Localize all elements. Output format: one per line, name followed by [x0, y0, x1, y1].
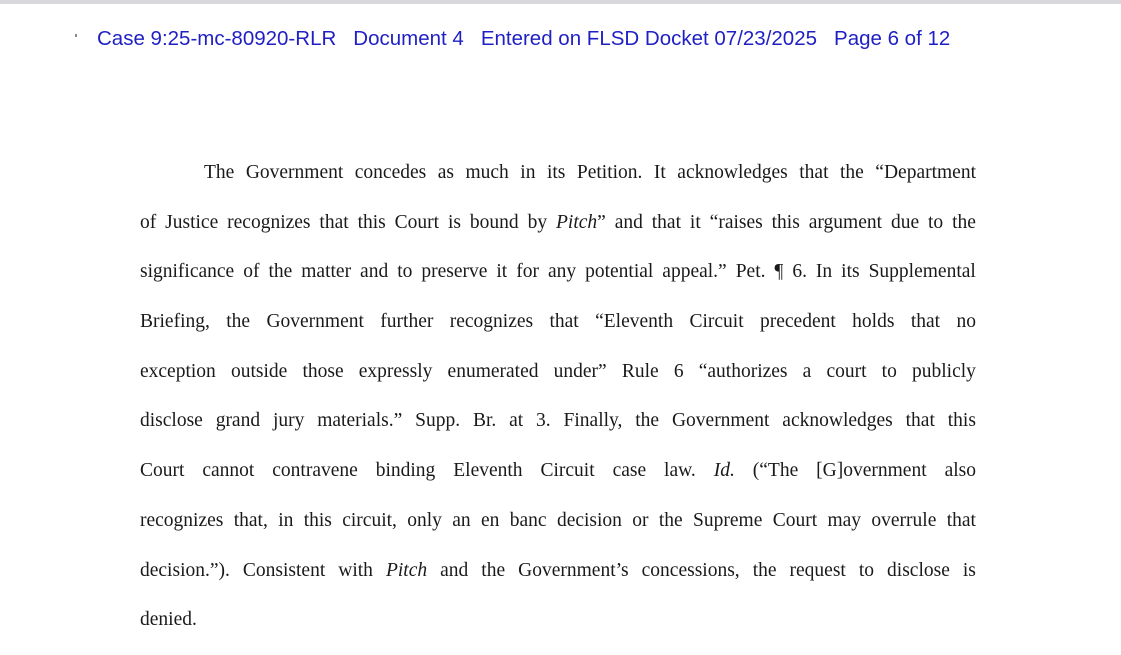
- word: that: [651, 211, 682, 233]
- word: Government: [266, 311, 364, 333]
- word: denied.: [140, 609, 197, 631]
- word: Justice: [165, 211, 219, 233]
- word: much: [465, 162, 509, 183]
- word: “authorizes: [698, 360, 788, 382]
- word: Pet.: [735, 261, 766, 283]
- word: cannot: [202, 460, 255, 482]
- word: The: [204, 162, 235, 183]
- word: 6.: [792, 261, 807, 283]
- word: holds: [852, 311, 895, 333]
- word: banc: [509, 509, 547, 531]
- word: due: [890, 211, 920, 233]
- entered-date: Entered on FLSD Docket 07/23/2025: [480, 27, 818, 50]
- word: law.: [664, 460, 696, 482]
- word: decision: [556, 509, 622, 531]
- word: court: [826, 360, 867, 382]
- word: 6: [673, 360, 684, 382]
- word: in: [278, 509, 294, 531]
- word: the: [839, 162, 864, 183]
- word: “Department: [875, 162, 976, 183]
- word: request: [789, 559, 846, 581]
- word: that: [799, 162, 829, 183]
- word: In: [815, 261, 833, 283]
- word: significance: [140, 261, 235, 283]
- word: case: [612, 460, 647, 482]
- word: further: [380, 311, 434, 333]
- word: overrule: [871, 509, 937, 531]
- word: may: [827, 509, 862, 531]
- word: and: [614, 211, 643, 233]
- stray-mark: [75, 34, 77, 37]
- word: with: [338, 559, 373, 581]
- word: acknowledges: [677, 162, 788, 183]
- word: Circuit: [540, 460, 595, 482]
- page-top-edge: [0, 0, 1121, 4]
- word: that,: [233, 509, 268, 531]
- word: concessions,: [641, 559, 740, 581]
- word: it: [689, 211, 701, 233]
- word: or: [632, 509, 649, 531]
- word: en: [481, 509, 500, 531]
- word: recognizes: [449, 311, 534, 333]
- word: as: [437, 162, 454, 183]
- word: disclose: [887, 559, 950, 581]
- word: precedent: [760, 311, 836, 333]
- word: to: [858, 559, 875, 581]
- word: that: [549, 311, 579, 333]
- word: disclose: [140, 410, 203, 432]
- word: jury: [272, 410, 305, 432]
- word: at: [509, 410, 524, 432]
- word: that: [910, 311, 941, 333]
- text-line: [140, 605, 976, 655]
- word: to: [928, 211, 944, 233]
- word: 3.: [536, 410, 551, 432]
- word: Briefing,: [140, 311, 210, 333]
- body-paragraph: [140, 158, 976, 655]
- word: publicly: [911, 360, 976, 382]
- word: ¶: [774, 261, 784, 283]
- case-number: Case 9:25-mc-80920-RLR: [97, 27, 337, 50]
- word: Government’s: [518, 559, 629, 581]
- word: this: [303, 509, 332, 531]
- word: enumerated: [447, 360, 539, 382]
- word: outside: [230, 360, 288, 382]
- text-line: [140, 406, 976, 456]
- word: “raises: [709, 211, 763, 233]
- word: Government: [245, 162, 344, 183]
- text-line: [140, 456, 976, 506]
- word: this: [771, 211, 800, 233]
- word: Circuit: [689, 311, 744, 333]
- word: Id.: [713, 460, 735, 482]
- text-line: [140, 506, 976, 556]
- word: Court: [394, 211, 440, 233]
- word: expressly: [358, 360, 433, 382]
- docket-header: [97, 26, 950, 52]
- word: exception: [140, 360, 216, 382]
- page-number: Page 6 of 12: [834, 27, 951, 50]
- word: appeal.”: [662, 261, 727, 283]
- word: grand: [215, 410, 261, 432]
- word: is: [962, 559, 976, 581]
- word: Court: [772, 509, 818, 531]
- word: Supreme: [693, 509, 763, 531]
- word: a: [802, 360, 812, 382]
- word: is: [448, 211, 462, 233]
- text-line: [140, 357, 976, 407]
- word: and: [360, 261, 389, 283]
- word: [G]overnment: [816, 460, 927, 482]
- word: under”: [553, 360, 607, 382]
- word: the: [268, 261, 293, 283]
- word: its: [546, 162, 566, 183]
- word: its: [841, 261, 860, 283]
- word: Rule: [621, 360, 659, 382]
- word: contravene: [272, 460, 358, 482]
- word: argument: [808, 211, 883, 233]
- word: Br.: [472, 410, 497, 432]
- word: no: [956, 311, 976, 333]
- word: this: [357, 211, 386, 233]
- word: Court: [140, 460, 185, 482]
- word: only: [407, 509, 442, 531]
- text-line: [140, 307, 976, 357]
- word: this: [947, 410, 976, 432]
- word: Supp.: [415, 410, 461, 432]
- word: also: [944, 460, 976, 482]
- word: of: [243, 261, 260, 283]
- text-line: [140, 257, 976, 307]
- word: the: [635, 410, 660, 432]
- word: preserve: [421, 261, 488, 283]
- word: It: [653, 162, 666, 183]
- word: Finally,: [563, 410, 623, 432]
- word: Pitch”: [555, 211, 606, 233]
- word: (“The: [752, 460, 799, 482]
- word: those: [302, 360, 344, 382]
- word: bound: [469, 211, 519, 233]
- word: acknowledges: [782, 410, 893, 432]
- word: Supplemental: [868, 261, 976, 283]
- word: any: [547, 261, 577, 283]
- word: of: [140, 211, 157, 233]
- word: by: [527, 211, 548, 233]
- word: the: [752, 559, 777, 581]
- word: the: [226, 311, 251, 333]
- word: Consistent: [242, 559, 326, 581]
- word: an: [452, 509, 471, 531]
- text-line: [140, 556, 976, 606]
- word: potential: [585, 261, 654, 283]
- word: Pitch: [385, 559, 428, 581]
- word: Government: [671, 410, 770, 432]
- word: the: [952, 211, 976, 233]
- word: “Eleventh: [595, 311, 674, 333]
- word: to: [881, 360, 897, 382]
- document-number: Document 4: [353, 27, 464, 50]
- word: that: [946, 509, 976, 531]
- word: to: [397, 261, 413, 283]
- word: recognizes: [140, 509, 224, 531]
- word: Eleventh: [453, 460, 523, 482]
- word: for: [516, 261, 539, 283]
- word: that: [905, 410, 935, 432]
- word: and: [440, 559, 469, 581]
- word: the: [481, 559, 506, 581]
- word: binding: [375, 460, 436, 482]
- word: recognizes: [227, 211, 311, 233]
- word: decision.”).: [140, 559, 230, 581]
- word: the: [658, 509, 683, 531]
- word: that: [319, 211, 349, 233]
- word: circuit,: [342, 509, 397, 531]
- word: in: [520, 162, 536, 183]
- text-line: [140, 208, 976, 258]
- word: matter: [301, 261, 352, 283]
- text-line: [140, 158, 976, 208]
- word: concedes: [354, 162, 427, 183]
- word: materials.”: [317, 410, 403, 432]
- word: it: [496, 261, 508, 283]
- word: Petition.: [576, 162, 643, 183]
